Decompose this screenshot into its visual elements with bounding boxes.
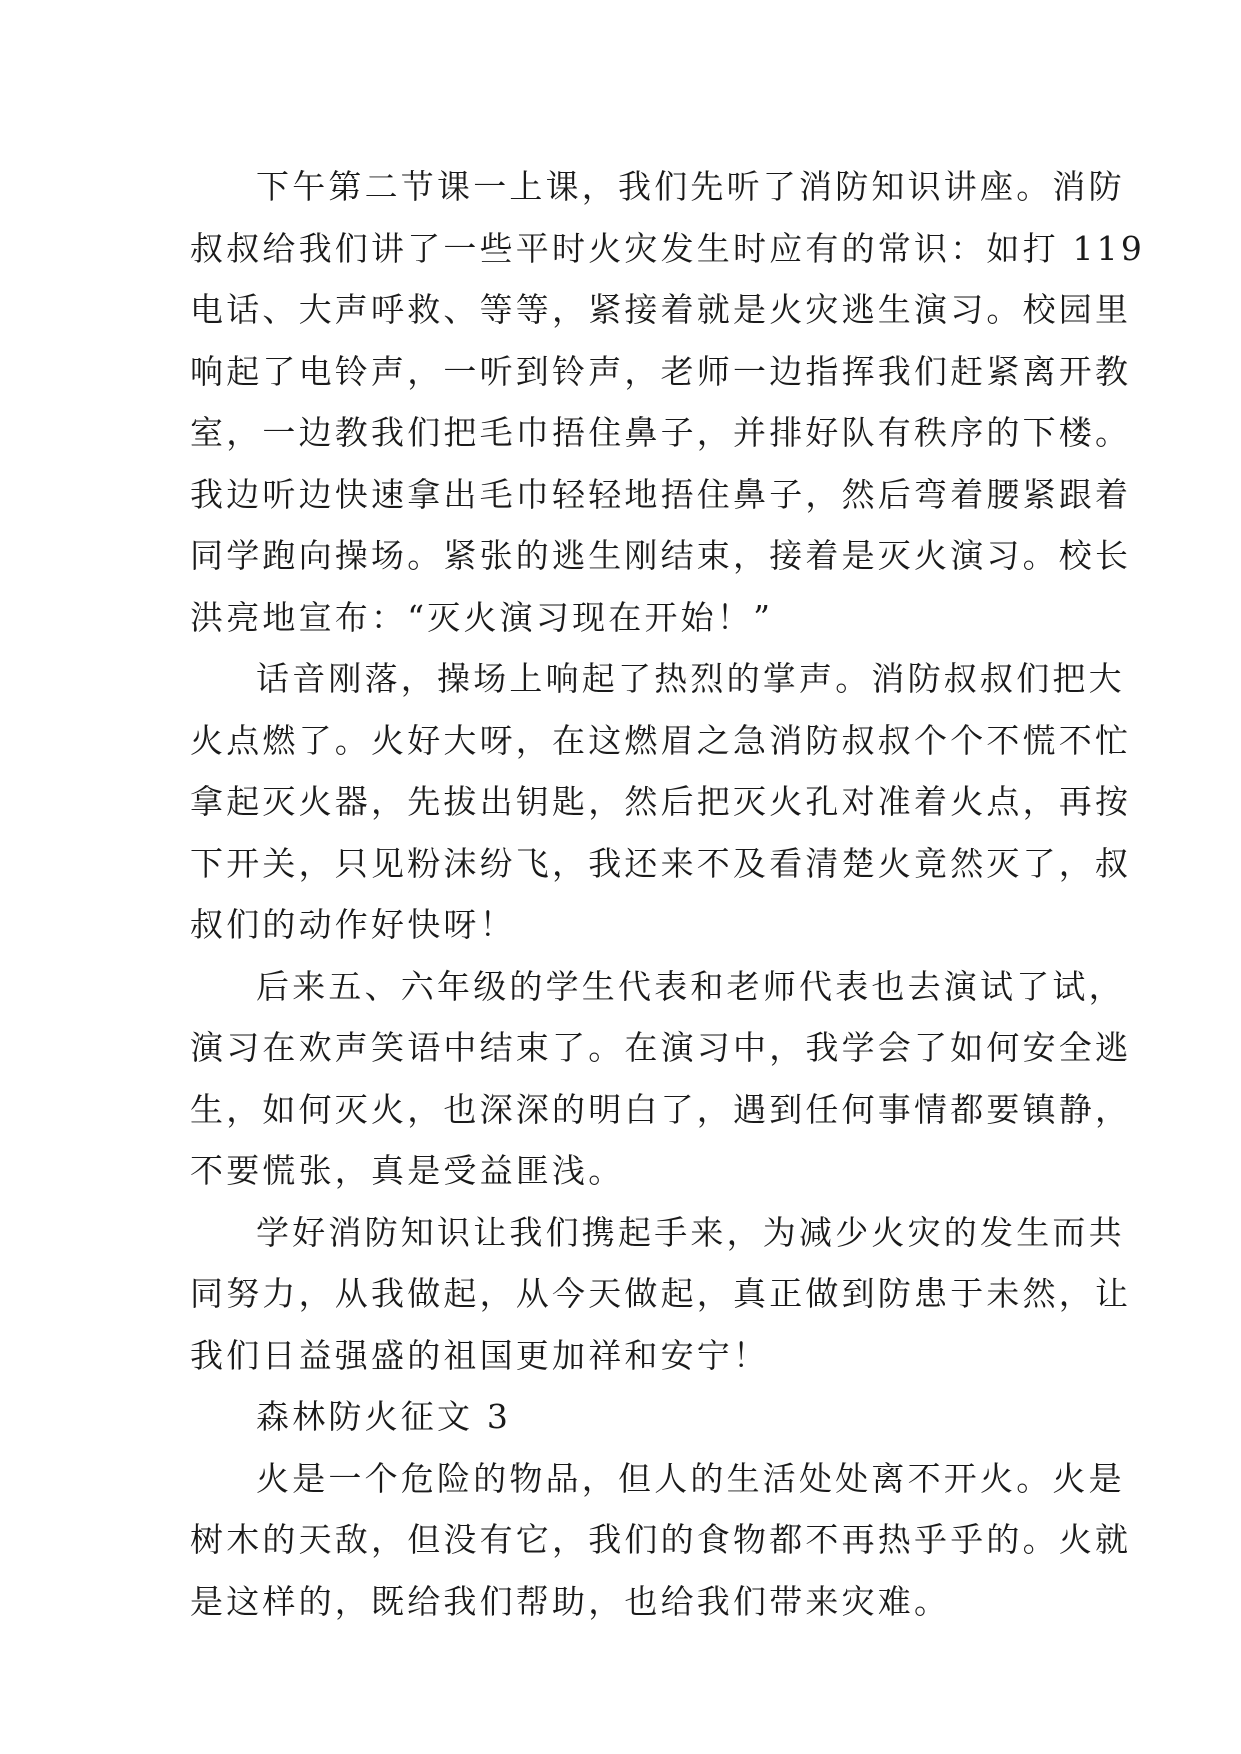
text-line: 后来五、六年级的学生代表和老师代表也去演试了试， [256, 966, 1125, 1006]
text-line: 学好消防知识让我们携起手来，为减少火灾的发生而共 [256, 1212, 1125, 1252]
text-line: 电话、大声呼救、等等，紧接着就是火灾逃生演习。校园里 [190, 290, 1132, 329]
text-line: 话音刚落，操场上响起了热烈的掌声。消防叔叔们把大 [256, 659, 1125, 698]
text-line: 同努力，从我做起，从今天做起，真正做到防患于未然，让 [190, 1274, 1132, 1313]
text-line: 是这样的，既给我们帮助，也给我们带来灾难。 [190, 1581, 951, 1621]
text-line: 下开关，只见粉沫纷飞，我还来不及看清楚火竟然灭了，叔 [190, 843, 1132, 883]
text-line: 我们日益强盛的祖国更加祥和安宁！ [190, 1335, 770, 1375]
heading-line: 森林防火征文 3 [256, 1397, 512, 1436]
section-heading [190, 1386, 1050, 1448]
text-line: 下午第二节课一上课，我们先听了消防知识讲座。消防 [256, 167, 1125, 206]
text-line: 叔叔给我们讲了一些平时火灾发生时应有的常识：如打 119 [190, 228, 1146, 268]
text-line: 同学跑向操场。紧张的逃生刚结束，接着是灭火演习。校长 [190, 536, 1132, 575]
paragraph [190, 956, 1132, 1202]
text-line: 我边听边快速拿出毛巾轻轻地捂住鼻子，然后弯着腰紧跟着 [190, 474, 1132, 514]
text-line: 火是一个危险的物品，但人的生活处处离不开火。火是 [256, 1458, 1125, 1498]
document-body [190, 156, 1146, 1632]
text-line: 生，如何灭火，也深深的明白了，遇到任何事情都要镇静， [190, 1089, 1132, 1129]
text-line: 演习在欢声笑语中结束了。在演习中，我学会了如何安全逃 [190, 1028, 1132, 1067]
text-line: 树木的天敌，但没有它，我们的食物都不再热乎乎的。火就 [190, 1520, 1132, 1559]
paragraph [190, 1202, 1132, 1387]
text-line: 不要慌张，真是受益匪浅。 [190, 1151, 625, 1190]
paragraph [190, 648, 1132, 956]
text-line: 响起了电铃声，一听到铃声，老师一边指挥我们赶紧离开教 [190, 351, 1132, 391]
text-line: 拿起灭火器，先拔出钥匙，然后把灭火孔对准着火点，再按 [190, 782, 1132, 821]
paragraph [190, 156, 1146, 648]
paragraph [190, 1448, 1132, 1633]
text-line: 火点燃了。火好大呀，在这燃眉之急消防叔叔个个不慌不忙 [190, 720, 1132, 760]
text-line: 叔们的动作好快呀！ [190, 905, 516, 944]
text-line: 室，一边教我们把毛巾捂住鼻子，并排好队有秩序的下楼。 [190, 413, 1132, 452]
text-line: 洪亮地宣布：“灭火演习现在开始！” [190, 597, 774, 637]
